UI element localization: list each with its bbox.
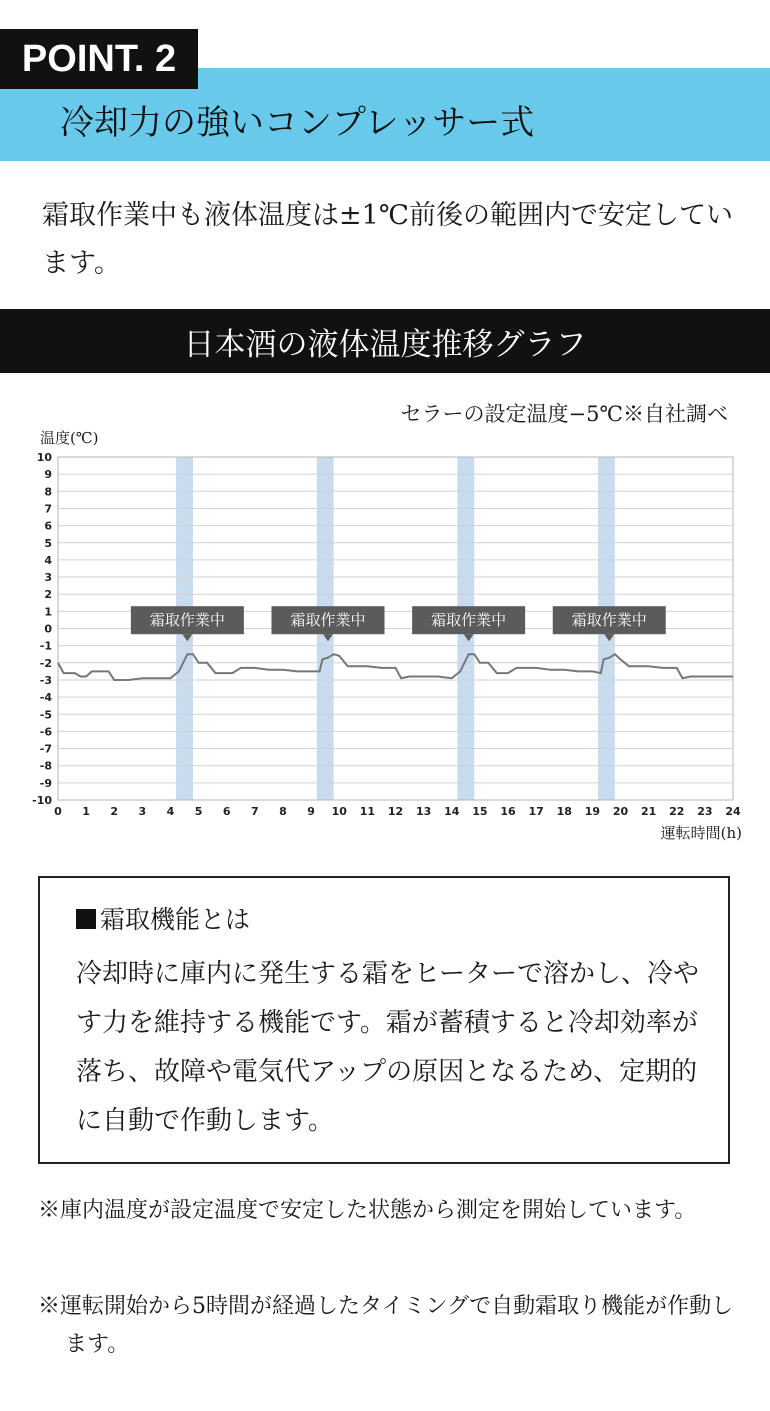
x-tick-label: 5 — [194, 805, 203, 818]
x-tick-label: 17 — [528, 805, 544, 818]
point-title: 冷却力の強いコンプレッサー式 — [60, 103, 535, 143]
defrost-label: 霜取作業中 — [290, 611, 366, 630]
x-tick-label: 12 — [387, 805, 404, 818]
x-tick-label: 0 — [54, 805, 62, 818]
y-tick-label: 0 — [44, 622, 52, 636]
x-axis-label: 運転時間(h) — [660, 824, 742, 842]
y-tick-label: 10 — [36, 451, 52, 464]
y-tick-label: -2 — [39, 656, 52, 670]
temperature-line — [58, 654, 733, 680]
info-title-text: 霜取機能とは — [100, 905, 251, 934]
intro-text: 霜取作業中も液体温度は±1℃前後の範囲内で安定しています。 — [42, 200, 734, 279]
y-tick-label: 4 — [44, 553, 52, 567]
y-tick-label: -5 — [39, 708, 52, 722]
defrost-label: 霜取作業中 — [431, 611, 507, 630]
y-tick-label: -7 — [39, 742, 52, 756]
x-tick-label: 8 — [279, 805, 287, 818]
y-tick-label: -8 — [39, 759, 52, 773]
point-tag: POINT. 2 — [0, 29, 198, 89]
x-tick-label: 18 — [556, 805, 572, 818]
x-tick-label: 9 — [307, 805, 315, 818]
x-tick-label: 7 — [251, 805, 259, 818]
defrost-label: 霜取作業中 — [571, 611, 647, 630]
y-tick-label: 8 — [44, 485, 52, 499]
y-tick-label: -9 — [39, 776, 52, 790]
y-tick-label: 5 — [44, 536, 52, 550]
x-tick-label: 16 — [500, 805, 516, 818]
x-tick-label: 14 — [444, 805, 460, 818]
x-tick-label: 20 — [612, 805, 629, 818]
y-tick-label: 1 — [44, 605, 52, 619]
y-tick-label: -10 — [32, 794, 52, 807]
y-tick-label: -3 — [39, 673, 52, 687]
x-tick-label: 3 — [138, 805, 147, 818]
graph-header: 日本酒の液体温度推移グラフ — [0, 309, 770, 373]
info-title — [76, 900, 250, 936]
square-bullet-icon — [76, 909, 96, 929]
y-tick-label: -1 — [39, 639, 52, 653]
x-tick-label: 21 — [640, 805, 657, 818]
y-tick-label: -4 — [39, 691, 52, 705]
x-tick-label: 24 — [725, 805, 741, 818]
x-tick-label: 13 — [415, 805, 432, 818]
x-tick-label: 4 — [166, 805, 175, 818]
x-tick-label: 19 — [584, 805, 601, 818]
y-axis-label: 温度(℃) — [40, 429, 99, 447]
x-tick-label: 10 — [331, 805, 347, 818]
info-body: 冷却時に庫内に発生する霜をヒーターで溶かし、冷やす力を維持する機能です。霜が蓄積すると冷却効率が落ち、故障や電気代アップの原因となるため、定期的に自動で作動します。 — [76, 959, 699, 1136]
y-tick-label: 9 — [44, 468, 52, 482]
info-box — [38, 876, 730, 1164]
x-tick-label: 23 — [697, 805, 713, 818]
x-tick-label: 11 — [359, 805, 376, 818]
x-tick-label: 1 — [82, 805, 90, 818]
x-tick-label: 6 — [222, 805, 231, 818]
chart-note: セラーの設定温度−5℃※自社調べ — [400, 402, 728, 426]
y-tick-label: 3 — [44, 571, 52, 585]
y-tick-label: 7 — [44, 502, 52, 516]
footnote-2: ※運転開始から5時間が経過したタイミングで自動霜取り機能が作動します。 — [38, 1294, 734, 1357]
y-tick-label: -6 — [39, 725, 52, 739]
x-tick-label: 22 — [669, 805, 685, 818]
x-tick-label: 15 — [472, 805, 488, 818]
footnote-1: ※庫内温度が設定温度で安定した状態から測定を開始しています。 — [38, 1198, 697, 1223]
x-tick-label: 2 — [110, 805, 119, 818]
defrost-label: 霜取作業中 — [149, 611, 225, 630]
y-tick-label: 6 — [44, 519, 52, 533]
y-tick-label: 2 — [44, 588, 52, 602]
